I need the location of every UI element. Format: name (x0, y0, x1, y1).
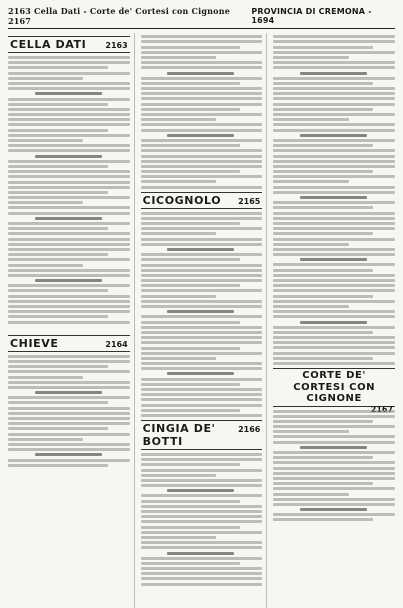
text-line-placeholder (141, 378, 263, 381)
text-line-placeholder (300, 321, 367, 324)
text-line-placeholder (8, 149, 130, 152)
text-line-placeholder (35, 453, 102, 456)
entry-title: CORTE DE' CORTESI CON CIGNONE (293, 370, 376, 404)
text-line-placeholder (141, 321, 241, 324)
text-line-placeholder (273, 217, 395, 220)
text-line-placeholder (141, 463, 241, 466)
entry-header-cicognolo (141, 192, 263, 209)
text-line-placeholder (35, 391, 102, 394)
text-line-placeholder (141, 331, 263, 334)
text-line-placeholder (273, 451, 395, 454)
text-line-placeholder (141, 484, 263, 487)
text-line-placeholder (273, 289, 395, 292)
text-line-placeholder (273, 482, 373, 485)
text-line-placeholder (8, 264, 83, 267)
text-line-placeholder (273, 441, 395, 444)
text-line-placeholder (141, 453, 263, 456)
text-line-placeholder (8, 310, 130, 313)
entry-title: CICOGNOLO (142, 193, 222, 207)
text-line-placeholder (167, 72, 234, 75)
text-line-placeholder (8, 222, 130, 225)
text-line-placeholder (141, 139, 263, 142)
text-line-placeholder (8, 181, 130, 184)
text-line-placeholder (141, 531, 263, 534)
text-line-placeholder (273, 129, 395, 132)
text-line-placeholder (141, 160, 263, 163)
entry-title: CELLA DATI (10, 38, 87, 51)
text-line-placeholder (8, 191, 108, 194)
text-line-placeholder (273, 253, 395, 256)
text-line-placeholder (8, 238, 130, 241)
text-line-placeholder (273, 165, 395, 168)
text-line-placeholder (141, 149, 263, 152)
text-line-placeholder (141, 458, 263, 461)
text-line-placeholder (273, 415, 395, 418)
text-line-placeholder (300, 196, 367, 199)
text-line-placeholder (8, 243, 130, 246)
text-line-placeholder (273, 362, 395, 365)
text-line-placeholder (8, 305, 130, 308)
entry-number: 2163 (105, 41, 128, 50)
text-line-placeholder (8, 175, 130, 178)
text-line-placeholder (273, 498, 395, 501)
text-line-placeholder (273, 336, 395, 339)
column-1 (8, 33, 135, 608)
text-line-placeholder (167, 134, 234, 137)
text-line-placeholder (141, 186, 263, 189)
text-line-placeholder (141, 51, 263, 54)
text-line-placeholder (141, 567, 263, 570)
text-line-placeholder (273, 357, 373, 360)
text-line-placeholder (273, 243, 348, 246)
text-line-placeholder (273, 238, 395, 241)
text-line-placeholder (8, 464, 108, 467)
text-line-placeholder (273, 118, 348, 121)
text-line-placeholder (273, 108, 373, 111)
text-line-placeholder (8, 232, 130, 235)
text-line-placeholder (141, 469, 263, 472)
text-line-placeholder (141, 546, 263, 549)
text-line-placeholder (141, 520, 263, 523)
text-line-placeholder (141, 526, 241, 529)
text-line-placeholder (273, 341, 395, 344)
text-line-placeholder (273, 149, 395, 152)
text-line-placeholder (141, 474, 216, 477)
text-line-placeholder (8, 139, 83, 142)
text-line-placeholder (273, 410, 395, 413)
text-line-placeholder (273, 51, 395, 54)
entry-body-chieve (8, 355, 130, 467)
text-line-placeholder (300, 446, 367, 449)
text-line-placeholder (141, 536, 216, 539)
text-line-placeholder (300, 258, 367, 261)
text-line-placeholder (141, 264, 263, 267)
text-line-placeholder (8, 248, 130, 251)
text-line-placeholder (8, 315, 108, 318)
text-line-placeholder (141, 66, 263, 69)
text-line-placeholder (273, 326, 395, 329)
text-line-placeholder (273, 477, 395, 480)
text-line-placeholder (273, 456, 373, 459)
text-line-placeholder (273, 425, 395, 428)
text-line-placeholder (141, 82, 241, 85)
text-line-placeholder (8, 365, 108, 368)
text-line-placeholder (141, 217, 263, 220)
text-line-placeholder (273, 175, 395, 178)
text-line-placeholder (141, 113, 263, 116)
text-line-placeholder (8, 160, 130, 163)
text-line-placeholder (141, 583, 263, 586)
text-line-placeholder (35, 279, 102, 282)
column-3 (273, 33, 395, 608)
text-line-placeholder (273, 139, 395, 142)
text-line-placeholder (8, 103, 108, 106)
text-line-placeholder (273, 279, 395, 282)
text-line-placeholder (273, 97, 395, 100)
text-line-placeholder (141, 362, 263, 365)
text-line-placeholder (8, 401, 108, 404)
text-line-placeholder (141, 108, 241, 111)
text-line-placeholder (8, 300, 130, 303)
text-line-placeholder (8, 98, 130, 101)
text-line-placeholder (273, 503, 395, 506)
text-line-placeholder (273, 212, 395, 215)
entry-title: CINGIA DE' BOTTI (142, 421, 216, 448)
text-line-placeholder (273, 222, 395, 225)
text-line-placeholder (8, 253, 108, 256)
text-line-placeholder (8, 134, 130, 137)
text-line-placeholder (141, 35, 263, 38)
text-line-placeholder (35, 155, 102, 158)
text-line-placeholder (141, 222, 241, 225)
text-line-placeholder (273, 274, 395, 277)
text-line-placeholder (141, 180, 216, 183)
text-line-placeholder (141, 383, 241, 386)
text-line-placeholder (273, 180, 348, 183)
entry-number: 2165 (238, 196, 261, 206)
text-line-placeholder (141, 541, 263, 544)
text-line-placeholder (141, 232, 216, 235)
text-line-placeholder (8, 56, 130, 59)
text-line-placeholder (273, 461, 395, 464)
text-line-placeholder (273, 232, 373, 235)
text-line-placeholder (141, 40, 263, 43)
text-line-placeholder (35, 217, 102, 220)
text-line-placeholder (141, 175, 263, 178)
entry-number: 2166 (238, 424, 261, 434)
text-line-placeholder (273, 518, 373, 521)
text-line-placeholder (141, 144, 241, 147)
text-line-placeholder (141, 227, 263, 230)
text-line-placeholder (8, 274, 130, 277)
text-line-placeholder (8, 82, 130, 85)
text-line-placeholder (273, 487, 395, 490)
text-line-placeholder (273, 420, 373, 423)
entry-header-cingia-de-botti (141, 420, 263, 450)
text-line-placeholder (141, 572, 263, 575)
text-line-placeholder (141, 118, 216, 121)
text-line-placeholder (141, 367, 263, 370)
text-line-placeholder (141, 562, 241, 565)
text-line-placeholder (8, 108, 130, 111)
text-line-placeholder (300, 134, 367, 137)
text-line-placeholder (8, 61, 130, 64)
text-line-placeholder (141, 409, 241, 412)
text-line-placeholder (141, 56, 216, 59)
text-line-placeholder (8, 269, 130, 272)
text-line-placeholder (141, 87, 263, 90)
text-line-placeholder (8, 459, 130, 462)
text-line-placeholder (273, 310, 395, 313)
text-line-placeholder (8, 123, 130, 126)
entry-body-cella-dati (8, 56, 130, 324)
text-line-placeholder (167, 310, 234, 313)
text-line-placeholder (300, 72, 367, 75)
text-line-placeholder (141, 258, 241, 261)
text-line-placeholder (141, 414, 263, 417)
text-line-placeholder (273, 284, 395, 287)
text-line-placeholder (141, 295, 216, 298)
text-line-placeholder (167, 552, 234, 555)
text-line-placeholder (8, 412, 130, 415)
text-line-placeholder (273, 35, 395, 38)
text-line-placeholder (273, 155, 395, 158)
text-line-placeholder (273, 352, 395, 355)
text-line-placeholder (273, 315, 395, 318)
text-line-placeholder (273, 123, 395, 126)
running-head-right: PROVINCIA DI CREMONA - 1694 (251, 7, 372, 25)
text-line-placeholder (8, 212, 130, 215)
text-line-placeholder (8, 201, 83, 204)
text-line-placeholder (273, 227, 395, 230)
text-line-placeholder (8, 438, 83, 441)
text-line-placeholder (273, 113, 395, 116)
text-line-placeholder (273, 103, 395, 106)
text-line-placeholder (8, 118, 130, 121)
text-line-placeholder (273, 295, 373, 298)
text-line-placeholder (273, 346, 395, 349)
text-line-placeholder (141, 515, 263, 518)
text-line-placeholder (141, 404, 263, 407)
text-line-placeholder (273, 263, 395, 266)
text-line-placeholder (8, 433, 130, 436)
text-line-placeholder (35, 92, 102, 95)
text-line-placeholder (141, 505, 263, 508)
text-line-placeholder (141, 557, 263, 560)
entry-body-continued (273, 35, 395, 365)
text-line-placeholder (8, 165, 108, 168)
text-line-placeholder (141, 103, 263, 106)
text-line-placeholder (8, 376, 83, 379)
text-line-placeholder (8, 113, 130, 116)
text-line-placeholder (8, 206, 130, 209)
text-line-placeholder (8, 381, 130, 384)
text-line-placeholder (8, 443, 130, 446)
text-line-placeholder (8, 396, 130, 399)
text-line-placeholder (273, 92, 395, 95)
text-line-placeholder (273, 430, 348, 433)
text-line-placeholder (273, 206, 373, 209)
text-line-placeholder (8, 295, 130, 298)
text-line-placeholder (141, 357, 216, 360)
text-line-placeholder (141, 61, 263, 64)
text-line-placeholder (8, 129, 108, 132)
text-line-placeholder (8, 196, 130, 199)
text-line-placeholder (141, 289, 263, 292)
text-line-placeholder (141, 77, 263, 80)
text-line-placeholder (8, 289, 108, 292)
text-line-placeholder (8, 355, 130, 358)
text-line-placeholder (273, 87, 395, 90)
text-line-placeholder (141, 300, 263, 303)
text-line-placeholder (141, 46, 241, 49)
text-line-placeholder (8, 407, 130, 410)
text-line-placeholder (141, 494, 263, 497)
running-head-left: 2163 Cella Dati - Corte de' Cortesi con Cignone 2167 (8, 6, 231, 26)
text-line-placeholder (8, 87, 130, 90)
text-line-placeholder (141, 129, 263, 132)
text-line-placeholder (273, 248, 395, 251)
text-line-placeholder (273, 61, 395, 64)
text-line-placeholder (8, 422, 130, 425)
entry-body-cingia-de-botti (141, 453, 263, 586)
entry-header-chieve (8, 335, 130, 352)
text-line-placeholder (273, 77, 395, 80)
entry-body-corte-de-cortesi (273, 410, 395, 522)
text-line-placeholder (141, 393, 263, 396)
text-line-placeholder (141, 238, 263, 241)
entry-body-cicognolo (141, 212, 263, 417)
text-line-placeholder (167, 372, 234, 375)
entry-number: 2164 (105, 339, 128, 349)
text-line-placeholder (273, 493, 348, 496)
text-line-placeholder (141, 577, 263, 580)
text-line-placeholder (141, 123, 263, 126)
text-line-placeholder (8, 284, 130, 287)
text-line-placeholder (141, 398, 263, 401)
entry-body-continued (141, 35, 263, 188)
text-line-placeholder (8, 170, 130, 173)
text-line-placeholder (273, 435, 395, 438)
text-line-placeholder (273, 40, 395, 43)
text-line-placeholder (8, 77, 83, 80)
text-line-placeholder (273, 170, 373, 173)
text-line-placeholder (141, 336, 263, 339)
text-line-placeholder (8, 72, 130, 75)
text-line-placeholder (8, 427, 108, 430)
text-line-placeholder (8, 386, 130, 389)
text-line-placeholder (273, 269, 373, 272)
text-line-placeholder (141, 212, 263, 215)
text-line-placeholder (141, 279, 263, 282)
text-line-placeholder (141, 305, 263, 308)
text-line-placeholder (141, 347, 241, 350)
text-line-placeholder (141, 274, 263, 277)
text-line-placeholder (141, 315, 263, 318)
entry-header-corte-de-cortesi (273, 368, 395, 407)
text-line-placeholder (141, 341, 263, 344)
text-line-placeholder (141, 510, 263, 513)
text-line-placeholder (8, 448, 130, 451)
text-line-placeholder (8, 258, 130, 261)
text-line-placeholder (141, 253, 263, 256)
text-line-placeholder (141, 97, 263, 100)
text-line-placeholder (167, 248, 234, 251)
text-line-placeholder (141, 326, 263, 329)
text-line-placeholder (141, 284, 241, 287)
text-line-placeholder (273, 513, 395, 516)
text-line-placeholder (141, 243, 263, 246)
text-line-placeholder (273, 66, 395, 69)
text-line-placeholder (141, 170, 241, 173)
text-line-placeholder (141, 92, 263, 95)
text-line-placeholder (8, 186, 130, 189)
text-line-placeholder (8, 66, 108, 69)
text-line-placeholder (141, 155, 263, 158)
text-line-placeholder (8, 360, 130, 363)
text-line-placeholder (273, 201, 395, 204)
text-line-placeholder (167, 489, 234, 492)
text-line-placeholder (273, 46, 373, 49)
text-line-placeholder (141, 165, 263, 168)
text-line-placeholder (141, 500, 241, 503)
text-line-placeholder (273, 160, 395, 163)
entry-header-cella-dati (8, 36, 130, 53)
text-line-placeholder (300, 508, 367, 511)
text-line-placeholder (8, 417, 130, 420)
text-line-placeholder (8, 321, 130, 324)
text-line-placeholder (8, 144, 130, 147)
text-line-placeholder (273, 56, 348, 59)
text-line-placeholder (141, 479, 263, 482)
text-line-placeholder (8, 227, 108, 230)
text-line-placeholder (273, 300, 395, 303)
text-line-placeholder (273, 191, 395, 194)
text-line-placeholder (273, 144, 373, 147)
text-line-placeholder (273, 186, 395, 189)
entry-title: CHIEVE (10, 336, 59, 350)
text-line-placeholder (273, 82, 373, 85)
text-line-placeholder (141, 269, 263, 272)
text-line-placeholder (273, 305, 348, 308)
running-head (8, 6, 395, 29)
text-line-placeholder (273, 331, 373, 334)
text-line-placeholder (141, 388, 263, 391)
column-2 (141, 33, 268, 608)
text-line-placeholder (8, 370, 130, 373)
text-line-placeholder (141, 352, 263, 355)
page-columns (8, 33, 395, 608)
text-line-placeholder (273, 467, 395, 470)
text-line-placeholder (273, 472, 395, 475)
